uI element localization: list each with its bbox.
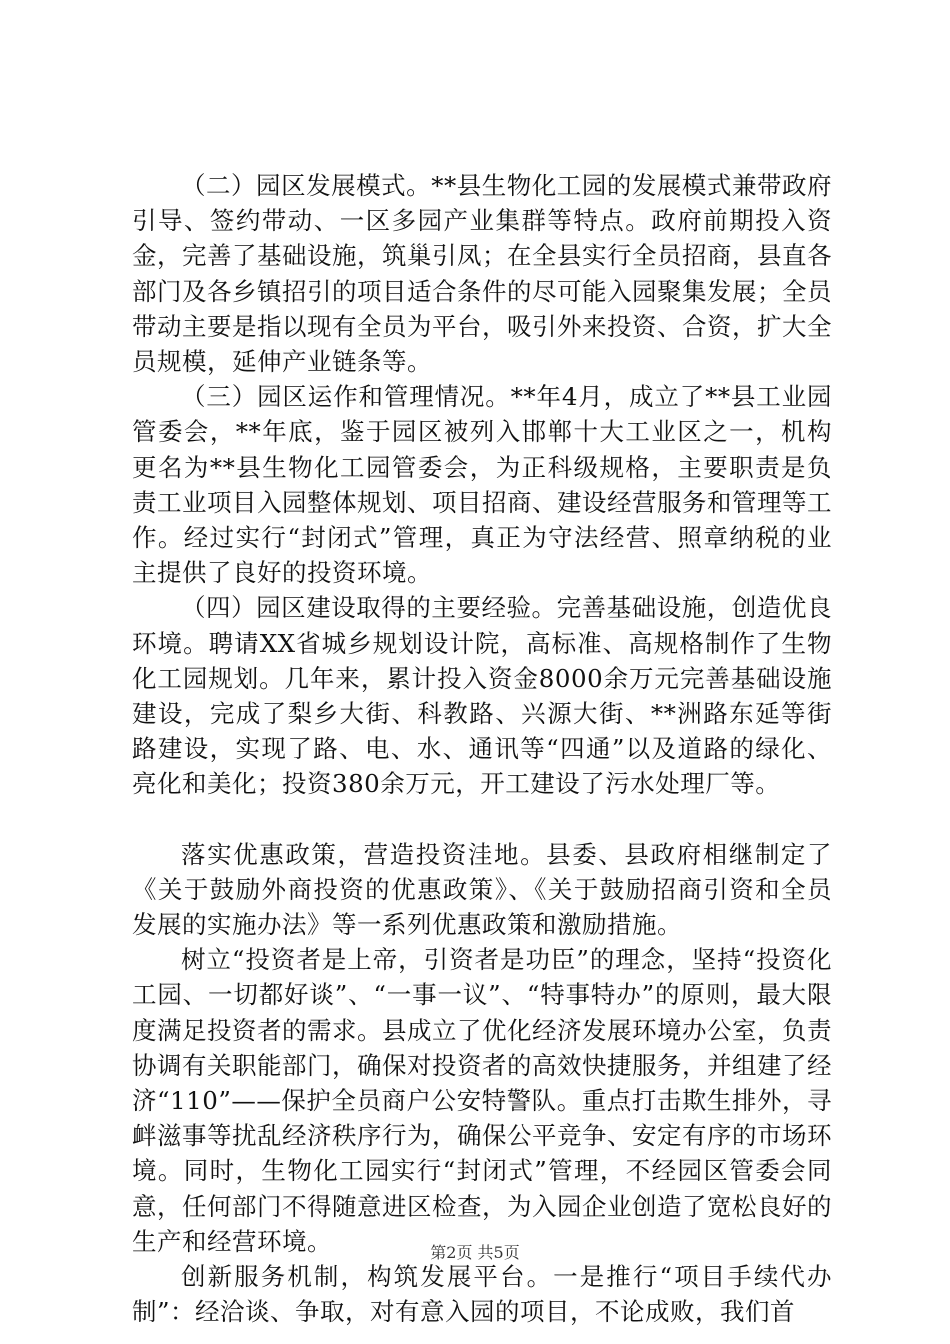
- document-body: [132, 168, 832, 1330]
- paragraph-service-mechanism: 创新服务机制，构筑发展平台。一是推行“项目手续代办制”：经洽谈、争取，对有意入园的项目，不论成败，我们首: [132, 1262, 832, 1327]
- paragraph-main-experience: （四）园区建设取得的主要经验。完善基础设施，创造优良环境。聘请XX省城乡规划设计院，高标准、高规格制作了生物化工园规划。几年来，累计投入资金8000余万元完善基础设施建设，完成了梨乡大街、科教路、兴源大街、**洲路东延等街路建设，实现了路、电、水、通讯等“四通”以及道路的绿化、亮化和美化；投资380余万元，开工建设了污水处理厂等。: [132, 593, 832, 799]
- paragraph-preferential-policies: 落实优惠政策，营造投资洼地。县委、县政府相继制定了《关于鼓励外商投资的优惠政策》、《关于鼓励招商引资和全员发展的实施办法》等一系列优惠政策和激励措施。: [132, 839, 832, 940]
- paragraph-spacer: [132, 802, 832, 837]
- paragraph-park-development-model: （二）园区发展模式。**县生物化工园的发展模式兼带政府引导、签约带动、一区多园产业集群等特点。政府前期投入资金，完善了基础设施，筑巢引凤；在全县实行全员招商，县直各部门及各乡镇招引的项目适合条件的尽可能入园聚集发展；全员带动主要是指以现有全员为平台，吸引外来投资、合资，扩大全员规模，延伸产业链条等。: [132, 171, 832, 377]
- paragraph-park-operation-management: （三）园区运作和管理情况。**年4月，成立了**县工业园管委会，**年底，鉴于园区被列入邯郸十大工业区之一，机构更名为**县生物化工园管委会，为正科级规格，主要职责是负责工业项目入园整体规划、项目招商、建设经营服务和管理等工作。经过实行“封闭式”管理，真正为守法经营、照章纳税的业主提供了良好的投资环境。: [132, 382, 832, 588]
- paragraph-investor-concept: 树立“投资者是上帝，引资者是功臣”的理念，坚持“投资化工园、一切都好谈”、“一事一议”、“特事特办”的原则，最大限度满足投资者的需求。县成立了优化经济发展环境办公室，负责协调有关职能部门，确保对投资者的高效快捷服务，并组建了经济“110”——保护全员商户公安特警队。重点打击欺生排外，寻衅滋事等扰乱经济秩序行为，确保公平竞争、安定有序的市场环境。同时，生物化工园实行“封闭式”管理，不经园区管委会同意，任何部门不得随意进区检查，为入园企业创造了宽松良好的生产和经营环境。: [132, 945, 832, 1256]
- page-number-footer: 第2页 共5页: [430, 1243, 520, 1262]
